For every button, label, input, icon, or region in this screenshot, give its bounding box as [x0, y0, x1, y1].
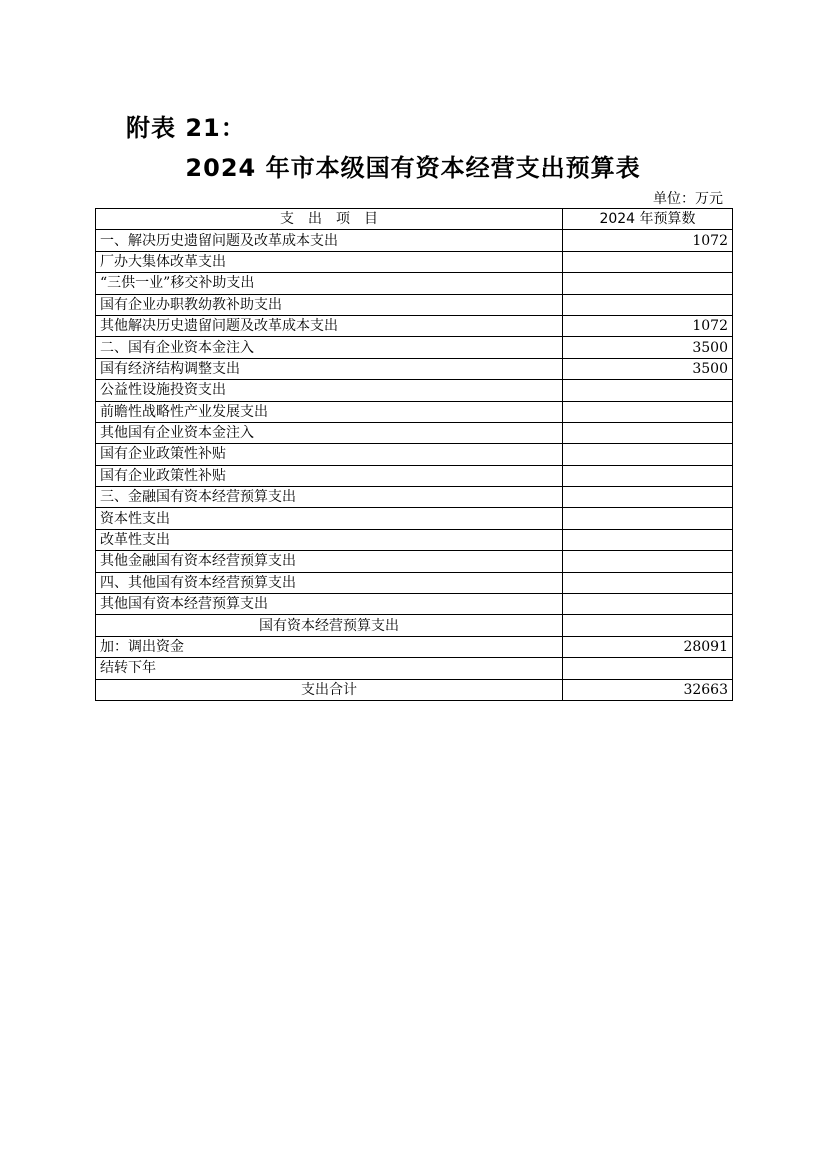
row-item: 改革性支出: [96, 529, 563, 550]
row-item: “三供一业”移交补助支出: [96, 273, 563, 294]
row-amount: [563, 487, 733, 508]
row-item: 其他金融国有资本经营预算支出: [96, 551, 563, 572]
row-amount: 32663: [563, 679, 733, 700]
row-amount: [563, 465, 733, 486]
row-item: 支出合计: [96, 679, 563, 700]
row-amount: [563, 615, 733, 636]
table-row: [96, 465, 733, 486]
table-row: [96, 315, 733, 336]
row-amount: [563, 422, 733, 443]
table-row: [96, 380, 733, 401]
table-row: [96, 508, 733, 529]
unit-label: 单位：万元: [653, 191, 723, 207]
row-amount: [563, 273, 733, 294]
budget-table: [95, 208, 733, 701]
row-item: 国有企业政策性补贴: [96, 465, 563, 486]
row-amount: [563, 529, 733, 550]
table-row: [96, 636, 733, 657]
row-item: 其他解决历史遗留问题及改革成本支出: [96, 315, 563, 336]
row-amount: [563, 380, 733, 401]
table-row: [96, 551, 733, 572]
row-amount: 1072: [563, 230, 733, 251]
row-amount: [563, 444, 733, 465]
column-header-amount: 2024 年预算数: [563, 209, 733, 230]
row-amount: [563, 508, 733, 529]
row-item: 一、解决历史遗留问题及改革成本支出: [96, 230, 563, 251]
row-amount: [563, 294, 733, 315]
table-row: [96, 658, 733, 679]
row-item: 厂办大集体改革支出: [96, 251, 563, 272]
row-item: 前瞻性战略性产业发展支出: [96, 401, 563, 422]
row-item: 国有企业办职教幼教补助支出: [96, 294, 563, 315]
row-amount: [563, 594, 733, 615]
table-row: [96, 422, 733, 443]
page-title: 2024 年市本级国有资本经营支出预算表: [185, 154, 641, 182]
row-item: 四、其他国有资本经营预算支出: [96, 572, 563, 593]
table-row: [96, 444, 733, 465]
table-row: [96, 615, 733, 636]
table-total-row: [96, 679, 733, 700]
table-row: [96, 594, 733, 615]
row-amount: [563, 658, 733, 679]
row-item: 结转下年: [96, 658, 563, 679]
row-amount: [563, 572, 733, 593]
row-item: 加：调出资金: [96, 636, 563, 657]
table-row: [96, 230, 733, 251]
row-amount: 1072: [563, 315, 733, 336]
row-amount: 3500: [563, 358, 733, 379]
table-header-row: [96, 209, 733, 230]
row-item: 资本性支出: [96, 508, 563, 529]
row-item: 三、金融国有资本经营预算支出: [96, 487, 563, 508]
table-row: [96, 572, 733, 593]
row-item: 国有经济结构调整支出: [96, 358, 563, 379]
row-item: 其他国有企业资本金注入: [96, 422, 563, 443]
table-row: [96, 401, 733, 422]
table-row: [96, 251, 733, 272]
row-item: 国有企业政策性补贴: [96, 444, 563, 465]
table-row: [96, 273, 733, 294]
row-item: 公益性设施投资支出: [96, 380, 563, 401]
table-row: [96, 529, 733, 550]
table-row: [96, 337, 733, 358]
appendix-label: 附表 21：: [126, 114, 246, 142]
row-amount: [563, 551, 733, 572]
table-row: [96, 358, 733, 379]
row-amount: 3500: [563, 337, 733, 358]
row-item: 国有资本经营预算支出: [96, 615, 563, 636]
row-item: 其他国有资本经营预算支出: [96, 594, 563, 615]
row-amount: [563, 251, 733, 272]
row-item: 二、国有企业资本金注入: [96, 337, 563, 358]
table-row: [96, 294, 733, 315]
table-row: [96, 487, 733, 508]
row-amount: [563, 401, 733, 422]
row-amount: 28091: [563, 636, 733, 657]
column-header-item: 支 出 项 目: [96, 209, 563, 230]
